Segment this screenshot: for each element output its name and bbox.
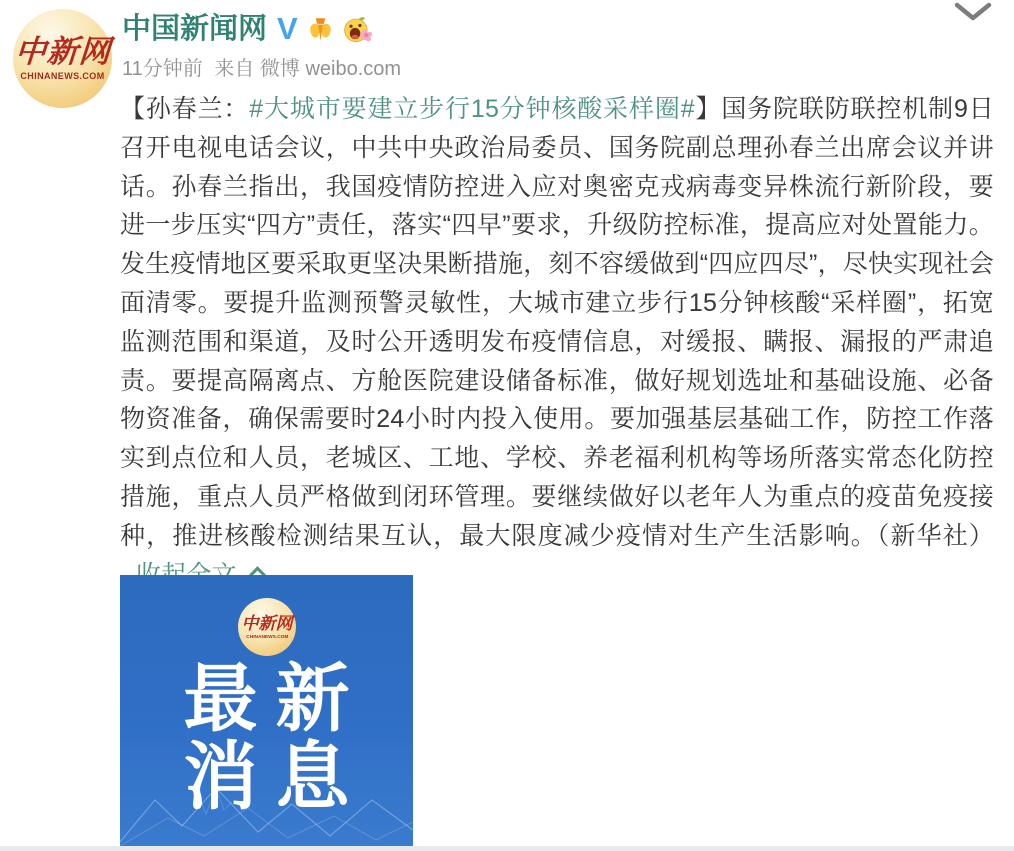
headline-char: 息 <box>275 735 350 818</box>
author-name[interactable]: 中国新闻网 <box>122 13 268 45</box>
hashtag-link[interactable]: #大城市要建立步行15分钟核酸采样圈# <box>249 95 695 123</box>
timestamp: 11分钟前 <box>122 58 203 80</box>
verified-v-icon: V <box>277 11 298 46</box>
avatar[interactable] <box>13 9 112 108</box>
card-logo-text: 中新网 <box>241 613 293 633</box>
mountain-lineart-decoration <box>120 774 413 846</box>
post-menu-chevron-down-icon[interactable] <box>952 1 994 27</box>
post-content <box>120 90 994 594</box>
headline-char: 最 <box>183 657 258 740</box>
author-row <box>122 11 372 47</box>
source: 来自 微博 weibo.com <box>214 58 402 80</box>
avatar-logo-subtext: CHINANEWS.COM <box>20 71 105 81</box>
flower-face-emoji-icon <box>343 15 372 44</box>
vip-medal-icon <box>306 15 335 44</box>
post-image-latest-news[interactable] <box>120 575 413 846</box>
headline-char: 消 <box>183 735 258 818</box>
avatar-logo-text: 中新网 <box>13 34 112 69</box>
card-logo <box>238 598 296 656</box>
content-prefix: 【孙春兰： <box>120 95 250 123</box>
bottom-divider <box>0 846 1014 851</box>
headline-char: 新 <box>275 657 350 740</box>
post-meta <box>122 57 407 81</box>
content-body: 】国务院联防联控机制9日召开电视电话会议，中共中央政治局委员、国务院副总理孙春兰出席会议并讲话。孙春兰指出，我国疫情防控进入应对奥密克戎病毒变异株流行新阶段，要进一步压实“四方”责任，落实“四早”要求，升级防控标准，提高应对处置能力。发生疫情地区要采取更坚决果断措施，刻不容缓做到“四应四尽”，尽快实现社会面清零。要提升监测预警灵敏性，大城市建立步行15分钟核酸“采样圈”，拓宽监测范围和渠道，及时公开透明发布疫情信息，对缓报、瞒报、漏报的严肃追责。要提高隔离点、方舱医院建设储备标准，做好规划选址和基础设施、必备物资准备，确保需要时24小时内投入使用。要加强基层基础工作，防控工作落实到点位和人员，老城区、工地、学校、养老福利机构等场所落实常态化防控措施，重点人员严格做到闭环管理。要继续做好以老年人为重点的疫苗免疫接种，推进核酸检测结果互认，最大限度减少疫情对生产生活影响。（新华社） <box>120 95 994 550</box>
card-logo-subtext: CHINANEWS.COM <box>245 634 289 639</box>
